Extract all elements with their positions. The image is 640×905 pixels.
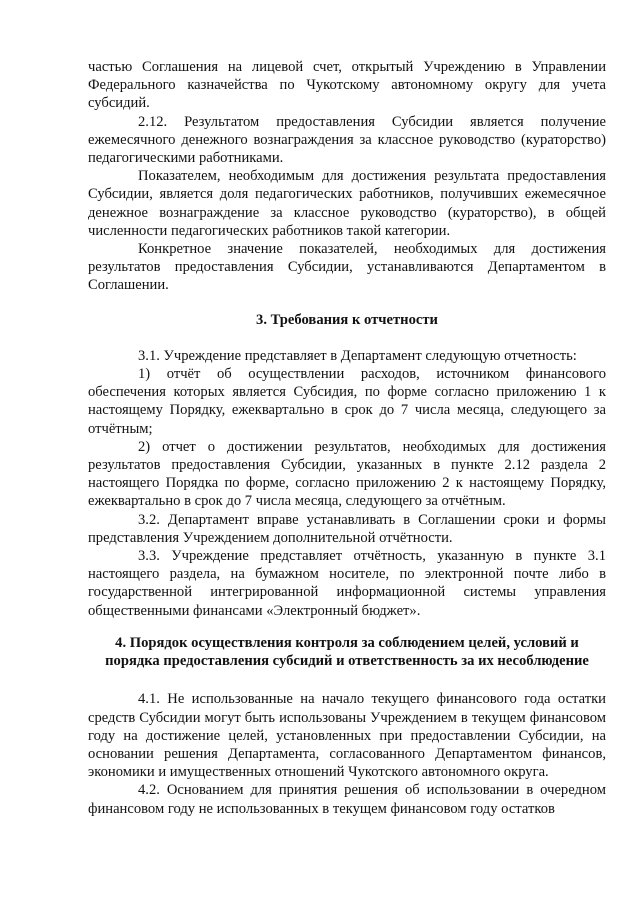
paragraph-4-1: 4.1. Не использованные на начало текущего финансового года остатки средств Субсидии могут быть использованы Учреждением в текущем финансовом году на достижение целей, установленных при предоставлении Субсидии, на основании решения Департамента, согласованного Департаментом финансов, экономики и имущественных отношений Чукотского автономного округа. xyxy=(88,691,606,781)
section-4-heading-line-2: порядка предоставления субсидий и ответственность за их несоблюдение xyxy=(105,653,589,670)
paragraph-3-1-item-1: 1) отчёт об осуществлении расходов, источником финансового обеспечения которых является Субсидия, по форме согласно приложению 1 к настоящему Порядку, ежеквартально в срок до 7 числа месяца, следующего за отчётным; xyxy=(88,366,606,437)
paragraph-4-2: 4.2. Основанием для принятия решения об использовании в очередном финансовом году не использованных в текущем финансовом году остатков xyxy=(88,782,606,817)
paragraph-3-3: 3.3. Учреждение представляет отчётность, указанную в пункте 3.1 настоящего раздела, на бумажном носителе, по электронной почте либо в государственной интегрированной информационной системы управления общественными финансами «Электронный бюджет». xyxy=(88,548,606,619)
paragraph-3-1-item-2: 2) отчет о достижении результатов, необходимых для достижения результатов предоставления Субсидии, указанных в пункте 2.12 раздела 2 настоящего Порядка по форме, согласно приложению 2 к настоящему Порядку, ежеквартально в срок до 7 числа месяца, следующего за отчётным. xyxy=(88,438,606,510)
paragraph-3-2: 3.2. Департамент вправе устанавливать в Соглашении сроки и формы представления Учреждением дополнительной отчётности. xyxy=(88,511,606,546)
paragraph-continuation: частью Соглашения на лицевой счет, открытый Учреждению в Управлении Федерального казначейства по Чукотскому автономному округу для учета субсидий. xyxy=(88,59,606,112)
document-page xyxy=(88,58,606,818)
paragraph-2-12: 2.12. Результатом предоставления Субсидии является получение ежемесячного денежного вознаграждения за классное руководство (кураторство) педагогическими работниками. xyxy=(88,113,606,167)
section-4-heading xyxy=(88,634,606,670)
section-4-heading-line-1: 4. Порядок осуществления контроля за соблюдением целей, условий и xyxy=(115,634,579,651)
paragraph-3-1: 3.1. Учреждение представляет в Департамент следующую отчетность: xyxy=(138,347,577,364)
paragraph-indicator: Показателем, необходимым для достижения результата предоставления Субсидии, является доля педагогических работников, получивших ежемесячное денежное вознаграждение за классное руководство (кураторство), в общей численности педагогических работников такой категории. xyxy=(88,168,606,239)
paragraph-indicator-values: Конкретное значение показателей, необходимых для достижения результатов предоставления Субсидии, устанавливаются Департаментом в Соглашении. xyxy=(88,241,606,294)
section-3-heading: 3. Требования к отчетности xyxy=(256,311,438,328)
